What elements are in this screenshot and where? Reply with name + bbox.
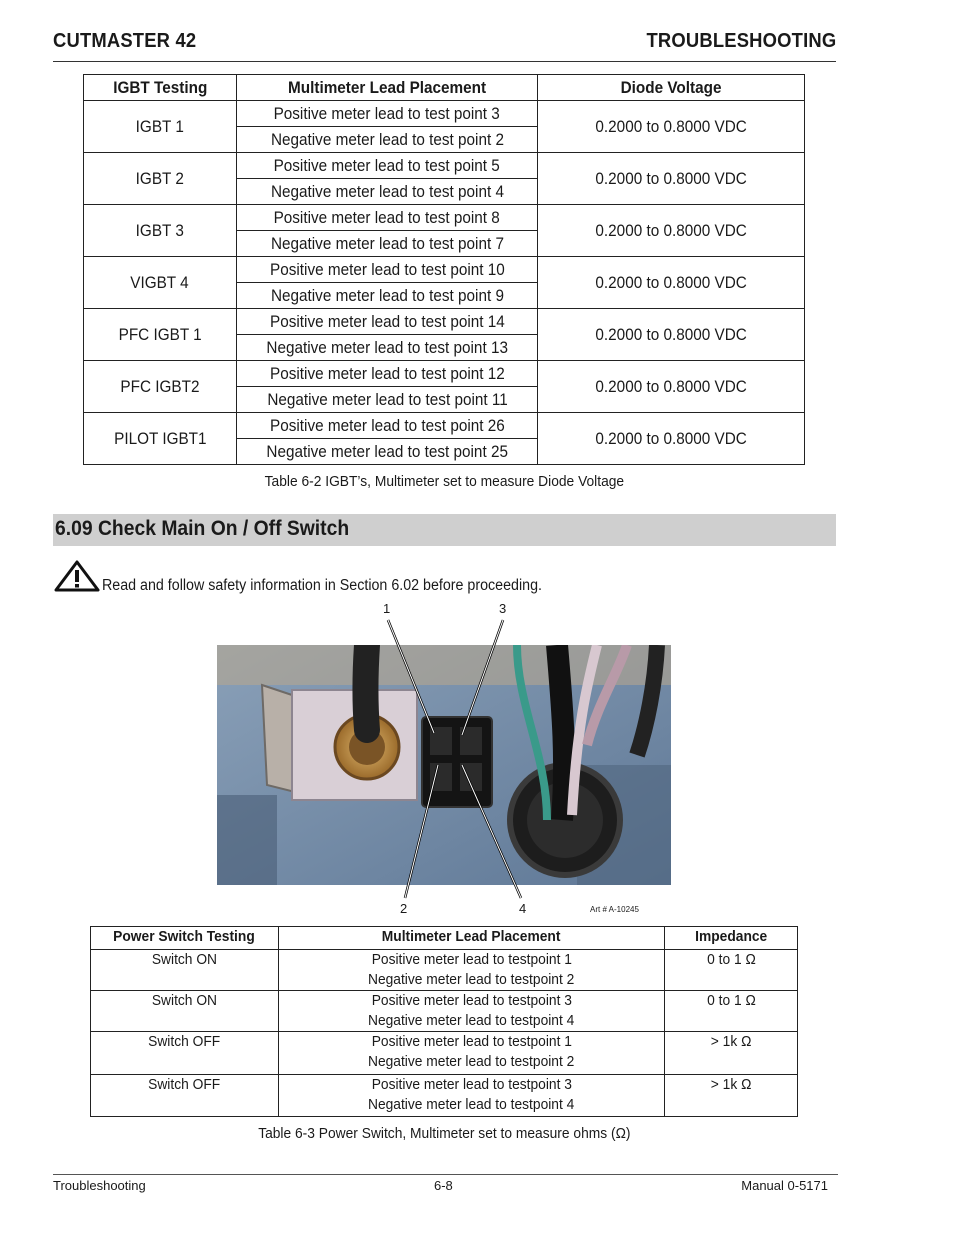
table-row — [91, 991, 798, 1032]
positive-lead-cell: Positive meter lead to test point 10 — [236, 257, 538, 283]
igbt-name-cell: PFC IGBT 1 — [84, 309, 237, 361]
igbt-name-cell: IGBT 2 — [84, 153, 237, 205]
table2-caption: Table 6-3 Power Switch, Multimeter set to measure ohms (Ω) — [257, 1125, 631, 1142]
impedance-cell: > 1k Ω — [665, 1075, 798, 1117]
column-header: Multimeter Lead Placement — [278, 927, 664, 950]
test-point-label-1: 1 — [383, 601, 391, 616]
voltage-cell: 0.2000 to 0.8000 VDC — [538, 361, 805, 413]
voltage-cell: 0.2000 to 0.8000 VDC — [538, 101, 805, 153]
positive-lead-cell: Positive meter lead to test point 8 — [236, 205, 538, 231]
igbt-name-cell: IGBT 3 — [84, 205, 237, 257]
footer-page-number: 6-8 — [434, 1178, 453, 1193]
positive-lead-cell: Positive meter lead to test point 3 — [236, 101, 538, 127]
table1-caption: Table 6-2 IGBT’s, Multimeter set to measure Diode Voltage — [264, 473, 624, 490]
voltage-cell: 0.2000 to 0.8000 VDC — [538, 309, 805, 361]
lead-placement-cell: Positive meter lead to testpoint 1 Negative meter lead to testpoint 2 — [278, 1032, 664, 1075]
negative-lead-cell: Negative meter lead to test point 4 — [236, 179, 538, 205]
footer-left: Troubleshooting — [53, 1178, 146, 1193]
test-point-label-2: 2 — [400, 901, 408, 916]
test-point-label-3: 3 — [499, 601, 507, 616]
column-header: Impedance — [665, 927, 798, 950]
impedance-cell: 0 to 1 Ω — [665, 950, 798, 991]
positive-lead-cell: Positive meter lead to test point 12 — [236, 361, 538, 387]
negative-lead-cell: Negative meter lead to test point 2 — [236, 127, 538, 153]
art-number: Art # A-10245 — [590, 905, 639, 914]
lead-placement-cell: Positive meter lead to testpoint 3 Negative meter lead to testpoint 4 — [278, 1075, 664, 1117]
switch-state-cell: Switch ON — [91, 950, 279, 991]
voltage-cell: 0.2000 to 0.8000 VDC — [538, 205, 805, 257]
table-header-row — [91, 927, 798, 950]
voltage-cell: 0.2000 to 0.8000 VDC — [538, 413, 805, 465]
header-product-title: CUTMASTER 42 — [53, 30, 197, 52]
negative-lead-cell: Negative meter lead to test point 11 — [236, 387, 538, 413]
igbt-name-cell: PFC IGBT2 — [84, 361, 237, 413]
table-row — [91, 1032, 798, 1075]
column-header: IGBT Testing — [84, 75, 237, 101]
negative-lead-cell: Negative meter lead to test point 25 — [236, 439, 538, 465]
impedance-cell: > 1k Ω — [665, 1032, 798, 1075]
negative-lead-cell: Negative meter lead to test point 7 — [236, 231, 538, 257]
column-header: Multimeter Lead Placement — [236, 75, 538, 101]
power-switch-table — [90, 926, 798, 1117]
switch-state-cell: Switch ON — [91, 991, 279, 1032]
positive-lead-cell: Positive meter lead to test point 14 — [236, 309, 538, 335]
footer-rule — [53, 1174, 838, 1175]
impedance-cell: 0 to 1 Ω — [665, 991, 798, 1032]
negative-lead-cell: Negative meter lead to test point 9 — [236, 283, 538, 309]
test-point-label-4: 4 — [519, 901, 527, 916]
positive-lead-cell: Positive meter lead to test point 26 — [236, 413, 538, 439]
igbt-name-cell: VIGBT 4 — [84, 257, 237, 309]
voltage-cell: 0.2000 to 0.8000 VDC — [538, 257, 805, 309]
negative-lead-cell: Negative meter lead to test point 13 — [236, 335, 538, 361]
positive-lead-cell: Positive meter lead to test point 5 — [236, 153, 538, 179]
switch-state-cell: Switch OFF — [91, 1032, 279, 1075]
warning-text: Read and follow safety information in Section 6.02 before proceeding. — [102, 577, 542, 594]
igbt-name-cell: PILOT IGBT1 — [84, 413, 237, 465]
igbt-name-cell: IGBT 1 — [84, 101, 237, 153]
column-header: Diode Voltage — [538, 75, 805, 101]
table-row — [91, 950, 798, 991]
section-title: 6.09 Check Main On / Off Switch — [55, 517, 350, 540]
table-row — [91, 1075, 798, 1117]
lead-placement-cell: Positive meter lead to testpoint 3 Negative meter lead to testpoint 4 — [278, 991, 664, 1032]
voltage-cell: 0.2000 to 0.8000 VDC — [538, 153, 805, 205]
column-header: Power Switch Testing — [91, 927, 279, 950]
footer-manual-number: Manual 0-5171 — [741, 1178, 828, 1193]
header-section-title: TROUBLESHOOTING — [646, 30, 836, 52]
lead-placement-cell: Positive meter lead to testpoint 1 Negative meter lead to testpoint 2 — [278, 950, 664, 991]
switch-state-cell: Switch OFF — [91, 1075, 279, 1117]
